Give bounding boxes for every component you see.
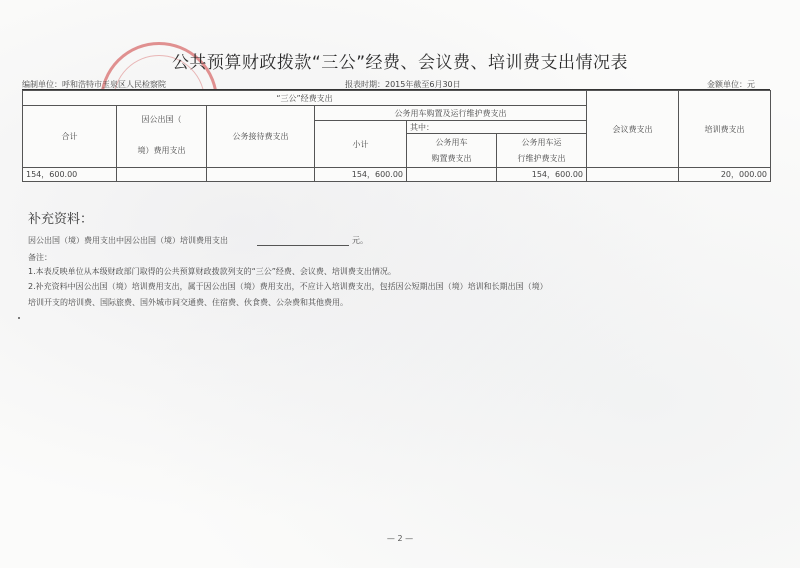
- header-row-1: [23, 91, 771, 106]
- cell-operation: 154，600.00: [497, 168, 587, 182]
- header-of-which: 其中：: [407, 121, 587, 134]
- header-abroad-bottom: 境）费用支出: [117, 134, 207, 168]
- supplement-line1-prefix: 因公出国（境）费用支出中因公出国（境）培训费用支出: [28, 236, 228, 245]
- notes-label: 备注：: [28, 253, 52, 262]
- header-purchase-top: 公务用车: [435, 137, 468, 147]
- header-sangong: “三公”经费支出: [23, 91, 587, 106]
- page-number: — 2 —: [386, 534, 414, 543]
- data-row: [23, 168, 771, 182]
- org-name: 呼和浩特市玉泉区人民检察院: [62, 80, 166, 89]
- header-abroad-top: 因公出国（: [117, 106, 207, 134]
- period-value: 2015年截至6月30日: [385, 80, 461, 89]
- header-operation-top: 公务用车运: [521, 137, 562, 147]
- scan-speck: [18, 317, 20, 319]
- supplement-line1-suffix: 元。: [352, 236, 368, 245]
- cell-purchase: [407, 168, 497, 182]
- org-label: 编制单位：: [22, 80, 62, 89]
- cell-reception: [207, 168, 315, 182]
- header-purchase: [407, 134, 497, 168]
- header-meeting: 会议费支出: [587, 91, 679, 168]
- period-label: 报表时期：: [345, 80, 385, 89]
- header-total: 合计: [23, 106, 117, 168]
- header-reception: 公务接待费支出: [207, 106, 315, 168]
- unit-value: 元: [747, 80, 755, 89]
- supplement-blank: [257, 236, 349, 246]
- cell-training: 20，000.00: [679, 168, 771, 182]
- supplement-title: 补充资料：: [28, 212, 94, 227]
- cell-total: 154，600.00: [23, 168, 117, 182]
- cell-abroad: [117, 168, 207, 182]
- header-vehicle: 公务用车购置及运行维护费支出: [315, 106, 587, 121]
- supplement-line1: [28, 235, 368, 246]
- cell-meeting: [587, 168, 679, 182]
- cell-subtotal: 154，600.00: [315, 168, 407, 182]
- header-subtotal: 小计: [315, 121, 407, 168]
- note-1: 1.本表反映单位从本级财政部门取得的公共预算财政拨款列支的“三公”经费、会议费、培训费支出情况。: [28, 267, 396, 276]
- header-operation-bottom: 行维护费支出: [517, 153, 566, 163]
- unit-label: 金额单位：: [707, 80, 747, 89]
- note-2a: 2.补充资料中因公出国（境）培训费用支出，属于因公出国（境）费用支出，不应计入培训费支出，包括因公短期出国（境）培训和长期出国（境）: [28, 282, 548, 291]
- note-2b: 培训开支的培训费、国际旅费、国外城市间交通费、住宿费、伙食费、公杂费和其他费用。: [28, 298, 348, 307]
- document-title: 公共预算财政拨款“三公”经费、会议费、培训费支出情况表: [171, 53, 629, 73]
- header-purchase-bottom: 购置费支出: [431, 153, 472, 163]
- header-training: 培训费支出: [679, 91, 771, 168]
- header-operation: [497, 134, 587, 168]
- expense-table-grid: [22, 90, 771, 182]
